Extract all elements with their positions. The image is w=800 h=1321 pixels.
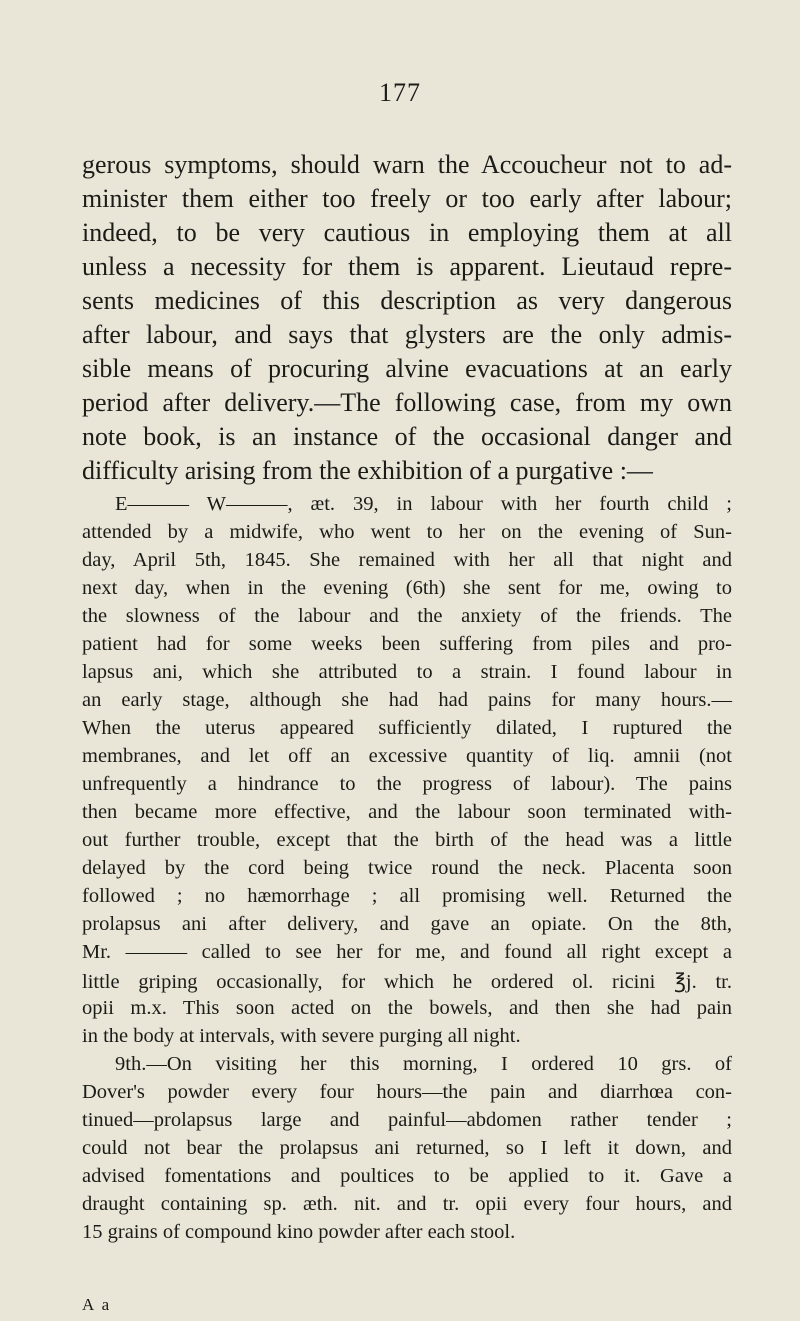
case-line: membranes, and let off an excessive quantity of liq. amnii (not — [82, 745, 732, 767]
text-line: sents medicines of this description as very dangerous — [82, 286, 732, 315]
case-line: an early stage, although she had had pains for many hours.— — [82, 689, 732, 711]
case-line: delayed by the cord being twice round the neck. Placenta soon — [82, 857, 732, 879]
case-line: attended by a midwife, who went to her on the evening of Sun- — [82, 521, 732, 543]
text-line: difficulty arising from the exhibition of a purgative :— — [82, 456, 653, 485]
text-line: note book, is an instance of the occasional danger and — [82, 422, 732, 451]
case-line: unfrequently a hindrance to the progress of labour). The pains — [82, 773, 732, 795]
case-line: day, April 5th, 1845. She remained with her all that night and — [82, 549, 732, 571]
case-line: next day, when in the evening (6th) she sent for me, owing to — [82, 577, 732, 599]
page-number: 177 — [379, 78, 421, 107]
case-line: patient had for some weeks been suffering from piles and pro- — [82, 633, 732, 655]
case-line: 9th.—On visiting her this morning, I ordered 10 grs. of — [115, 1053, 732, 1075]
case-line: in the body at intervals, with severe purging all night. — [82, 1025, 521, 1047]
case-line: 15 grains of compound kino powder after each stool. — [82, 1221, 516, 1243]
case-line: then became more effective, and the labour soon terminated with- — [82, 801, 732, 823]
case-line: opii m.x. This soon acted on the bowels, and then she had pain — [82, 997, 732, 1019]
case-line: little griping occasionally, for which he ordered ol. ricini ℥j. tr. — [82, 971, 732, 993]
case-line: When the uterus appeared sufficiently dilated, I ruptured the — [82, 717, 732, 739]
case-line: the slowness of the labour and the anxiety of the friends. The — [82, 605, 732, 627]
case-line: prolapsus ani after delivery, and gave an opiate. On the 8th, — [82, 913, 732, 935]
case-line: followed ; no hæmorrhage ; all promising well. Returned the — [82, 885, 732, 907]
text-line: indeed, to be very cautious in employing them at all — [82, 218, 732, 247]
case-line: out further trouble, except that the birth of the head was a little — [82, 829, 732, 851]
case-line: Dover's powder every four hours—the pain and diarrhœa con- — [82, 1081, 732, 1103]
signature-mark: A a — [82, 1295, 112, 1314]
case-line: Mr. ——— called to see her for me, and found all right except a — [82, 941, 732, 963]
case-line: could not bear the prolapsus ani returned, so I left it down, and — [82, 1137, 732, 1159]
text-line: after labour, and says that glysters are the only admis- — [82, 320, 732, 349]
case-line: tinued—prolapsus large and painful—abdomen rather tender ; — [82, 1109, 732, 1131]
text-line: unless a necessity for them is apparent. Lieutaud repre- — [82, 252, 732, 281]
text-line: minister them either too freely or too early after labour; — [82, 184, 732, 213]
text-line: gerous symptoms, should warn the Accoucheur not to ad- — [82, 150, 732, 179]
case-line: E——— W———, æt. 39, in labour with her fourth child ; — [115, 493, 732, 515]
case-line: draught containing sp. æth. nit. and tr. opii every four hours, and — [82, 1193, 732, 1215]
text-line: period after delivery.—The following case, from my own — [82, 388, 732, 417]
case-line: lapsus ani, which she attributed to a strain. I found labour in — [82, 661, 732, 683]
text-line: sible means of procuring alvine evacuations at an early — [82, 354, 732, 383]
case-line: advised fomentations and poultices to be applied to it. Gave a — [82, 1165, 732, 1187]
